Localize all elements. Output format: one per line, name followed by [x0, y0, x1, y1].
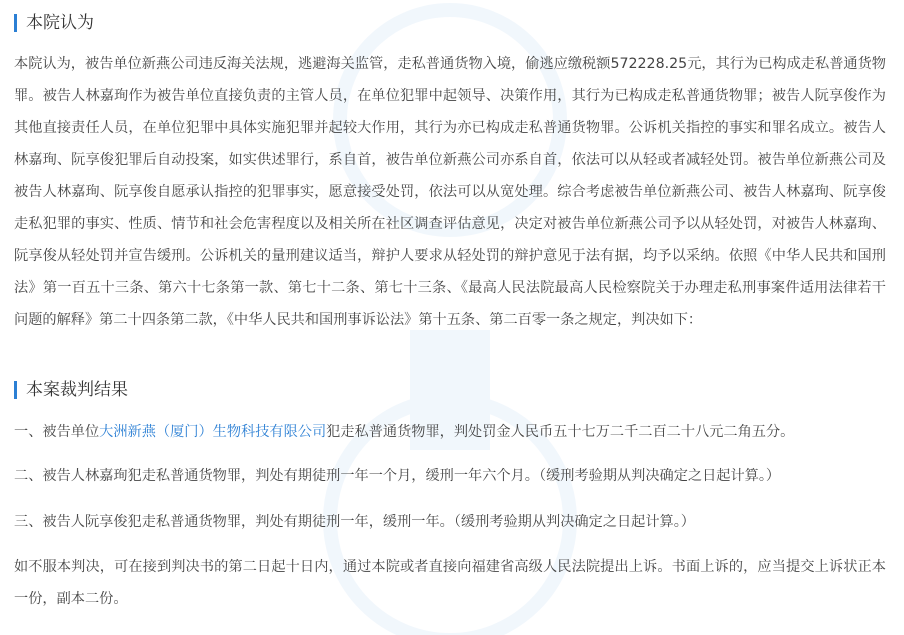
judgment-item-1 [14, 416, 886, 448]
section-heading-judgment-result: 本案裁判结果 [14, 381, 128, 399]
company-link[interactable]: 大洲新燕（厦门）生物科技有限公司 [99, 424, 327, 440]
item1-suffix: 犯走私普通货物罪，判处罚金人民币五十七万二千二百二十八元二角五分。 [326, 424, 795, 440]
court-opinion-paragraph: 本院认为，被告单位新燕公司违反海关法规，逃避海关监管，走私普通货物入境，偷逃应缴税额572228.25元，其行为已构成走私普通货物罪。被告人林嘉珣作为被告单位直接负责的主管人员，在单位犯罪中起领导、决策作用，其行为已构成走私普通货物罪；被告人阮享俊作为其他直接责任人员，在单位犯罪中具体实施犯罪并起较大作用，其行为亦已构成走私普通货物罪。公诉机关指控的事实和罪名成立。被告人林嘉珣、阮享俊犯罪后自动投案，如实供述罪行，系自首，被告单位新燕公司亦系自首，依法可以从轻或者减轻处罚。被告单位新燕公司及被告人林嘉珣、阮享俊自愿承认指控的犯罪事实，愿意接受处罚，依法可以从宽处理。综合考虑被告单位新燕公司、被告人林嘉珣、阮享俊走私犯罪的事实、性质、情节和社会危害程度以及相关所在社区调查评估意见，决定对被告单位新燕公司予以从轻处罚，对被告人林嘉珣、阮享俊从轻处罚并宣告缓刑。公诉机关的量刑建议适当，辩护人要求从轻处罚的辩护意见于法有据，均予以采纳。依照《中华人民共和国刑法》第一百五十三条、第六十七条第一款、第七十二条、第七十三条、《最高人民法院最高人民检察院关于办理走私刑事案件适用法律若干问题的解释》第二十四条第二款，《中华人民共和国刑事诉讼法》第十五条、第二百零一条之规定，判决如下： [14, 56, 886, 328]
judgment-item-3: 三、被告人阮享俊犯走私普通货物罪，判处有期徒刑一年，缓刑一年。（缓刑考验期从判决确定之日起计算。） [14, 514, 695, 530]
judgment-item-2: 二、被告人林嘉珣犯走私普通货物罪，判处有期徒刑一年一个月，缓刑一年六个月。（缓刑考验期从判决确定之日起计算。） [14, 468, 781, 484]
item1-prefix: 一、被告单位 [14, 424, 100, 440]
appeal-notice: 如不服本判决，可在接到判决书的第二日起十日内，通过本院或者直接向福建省高级人民法院提出上诉。书面上诉的，应当提交上诉状正本一份，副本二份。 [14, 559, 886, 607]
section-heading-court-opinion: 本院认为 [14, 14, 94, 32]
